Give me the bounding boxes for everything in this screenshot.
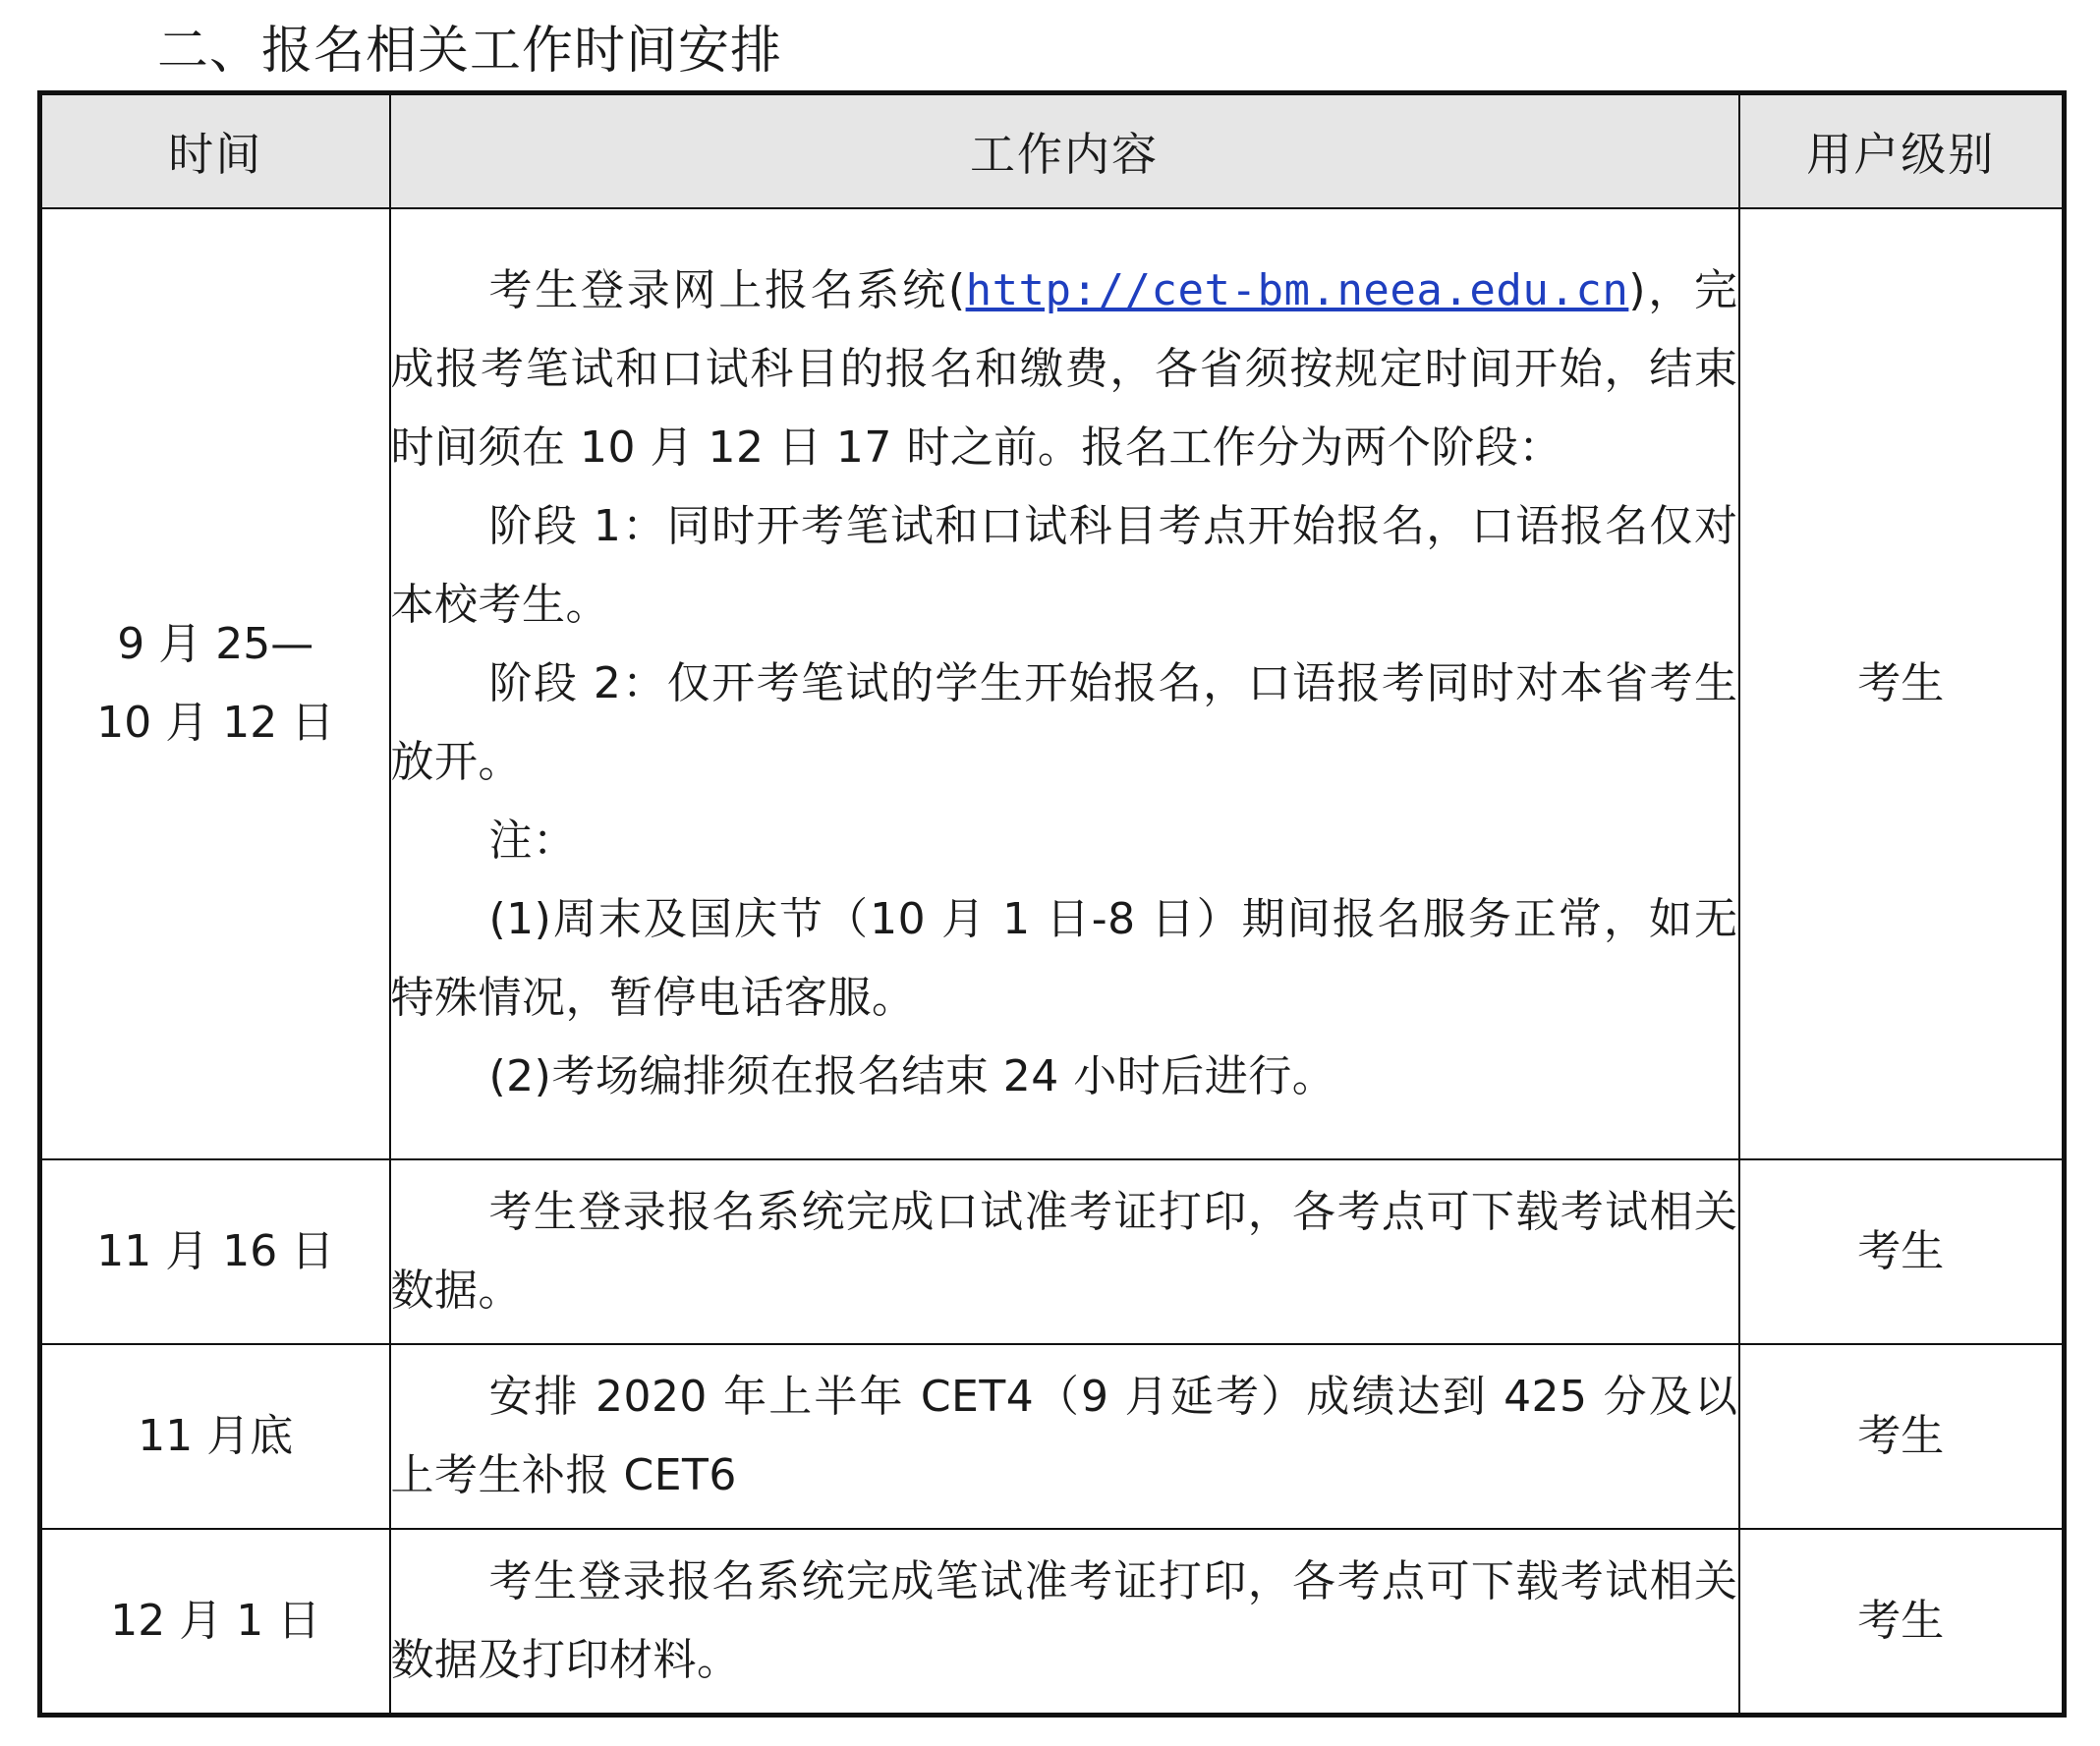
work-content-cell [390, 1344, 1739, 1529]
time-line: 10 月 12 日 [96, 698, 335, 748]
header-time: 时间 [40, 93, 390, 209]
work-text: 考生登录网上报名系统( [488, 265, 966, 315]
table-row [40, 1529, 2065, 1716]
work-paragraph: (1)周末及国庆节（10 月 1 日-8 日）期间报名服务正常，如无特殊情况，暂停电话客服。 [390, 894, 1738, 1023]
time-cell: 11 月底 [40, 1344, 390, 1529]
time-cell: 12 月 1 日 [40, 1529, 390, 1716]
work-content-cell [390, 208, 1739, 1159]
work-paragraph: 考生登录报名系统完成口试准考证打印，各考点可下载考试相关数据。 [390, 1187, 1738, 1316]
work-content-cell [390, 1159, 1739, 1344]
time-cell: 11 月 16 日 [40, 1159, 390, 1344]
work-text: )，完成报考笔试和口试科目的报名和缴费，各省须按规定时间开始，结束时间须在 10 月 12 日 17 时之前。报名工作分为两个阶段： [390, 265, 1738, 473]
section-title: 二、报名相关工作时间安排 [157, 22, 783, 81]
table-row [40, 1344, 2065, 1529]
work-paragraph: 安排 2020 年上半年 CET4（9 月延考）成绩达到 425 分及以上考生补报 CET6 [390, 1372, 1738, 1500]
user-level-cell: 考生 [1739, 1344, 2065, 1529]
time-line: 9 月 25— [117, 619, 314, 669]
work-content-cell [390, 1529, 1739, 1716]
table-row [40, 208, 2065, 1159]
user-level-cell: 考生 [1739, 1159, 2065, 1344]
table-row [40, 1159, 2065, 1344]
registration-system-link[interactable]: http://cet-bm.neea.edu.cn [965, 265, 1629, 315]
header-work-content: 工作内容 [390, 93, 1739, 209]
work-paragraph [391, 252, 1738, 487]
work-paragraph: 注： [488, 816, 577, 866]
table-header-row [40, 93, 2065, 209]
schedule-table [37, 90, 2067, 1718]
time-cell [40, 208, 390, 1159]
work-paragraph: 阶段 1：同时开考笔试和口试科目考点开始报名，口语报名仅对本校考生。 [390, 501, 1738, 630]
work-paragraph: 考生登录报名系统完成笔试准考证打印，各考点可下载考试相关数据及打印材料。 [390, 1556, 1738, 1685]
user-level-cell: 考生 [1739, 208, 2065, 1159]
work-paragraph: (2)考场编排须在报名结束 24 小时后进行。 [488, 1051, 1336, 1101]
header-user-level: 用户级别 [1739, 93, 2065, 209]
user-level-cell: 考生 [1739, 1529, 2065, 1716]
work-paragraph: 阶段 2：仅开考笔试的学生开始报名，口语报考同时对本省考生放开。 [390, 658, 1738, 787]
